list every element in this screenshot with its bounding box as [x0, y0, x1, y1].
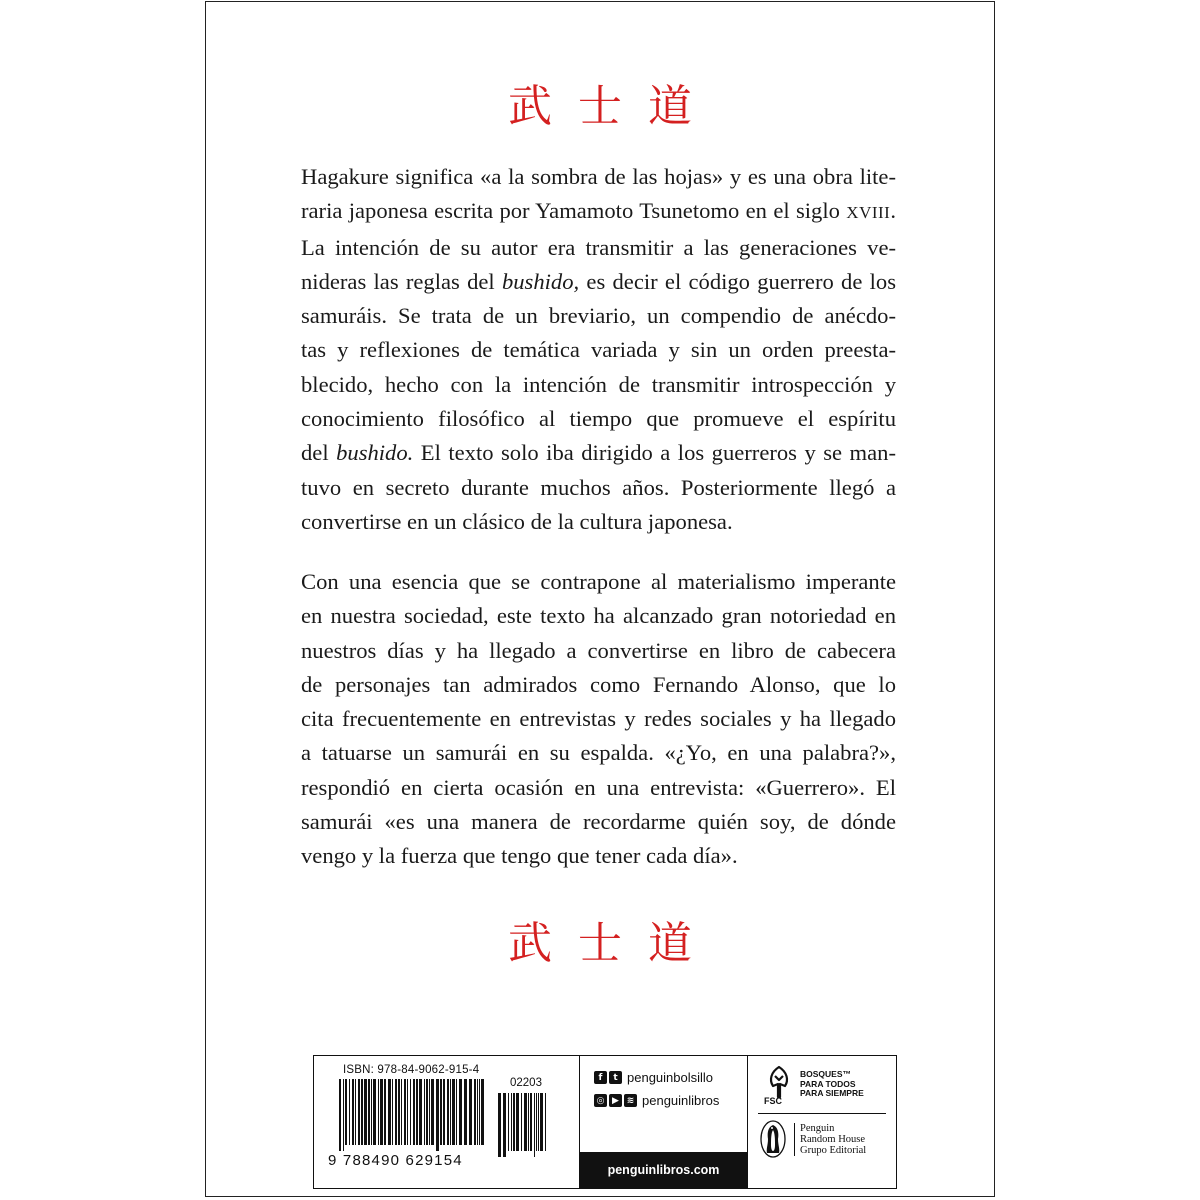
barcode-bar [373, 1079, 376, 1145]
barcode-bar [498, 1093, 501, 1157]
barcode-bar [398, 1079, 400, 1145]
barcode-bar [364, 1079, 367, 1145]
text-run: en nuestra sociedad, este texto ha alcanzado gran notoriedad en [301, 603, 896, 629]
barcode-bar [536, 1093, 537, 1151]
barcode-bar [464, 1079, 467, 1145]
barcode-bar [407, 1079, 408, 1145]
back-cover [205, 1, 995, 1197]
barcode-bar [545, 1093, 546, 1151]
instagram-icon[interactable]: ◎ [594, 1094, 607, 1107]
barcode-bar [479, 1079, 480, 1145]
barcode-bar [528, 1093, 529, 1151]
text-run: respondió en cierta ocasión en una entrevista: «Guerrero». El [301, 774, 896, 800]
text-line [301, 436, 896, 470]
text-run: nuestros días y ha llegado a convertirse en libro de cabecera [301, 637, 896, 663]
text-line [301, 771, 896, 805]
text-line [301, 333, 896, 367]
addon-barcode [498, 1093, 546, 1157]
fsc-slogan [800, 1070, 864, 1099]
fsc-slogan-line-3: PARA SIEMPRE [800, 1088, 864, 1098]
barcode-bar [413, 1079, 415, 1145]
blurb-paragraph-2 [301, 565, 896, 874]
barcode-bar [516, 1093, 519, 1151]
youtube-icon[interactable]: ▶ [609, 1094, 622, 1107]
logos-cell [748, 1056, 896, 1188]
social-row-1 [594, 1070, 713, 1085]
barcode-digits: 9 788490 629154 [328, 1152, 463, 1169]
text-line [301, 702, 896, 736]
barcode-bar [392, 1079, 393, 1145]
barcode-bar [513, 1093, 515, 1151]
barcode-bar [452, 1079, 455, 1145]
facebook-icon[interactable]: f [594, 1071, 607, 1084]
barcode-bar [436, 1079, 439, 1151]
text-run: de personajes tan admirados como Fernando Alonso, que lo [301, 671, 896, 697]
barcode-bar [388, 1079, 391, 1145]
publisher-line-1: Penguin [800, 1123, 835, 1134]
text-run: vengo y la fuerza que tengo que tener cada día». [301, 843, 738, 869]
barcode-bar [352, 1079, 354, 1145]
text-run: XVIII [846, 203, 891, 223]
publisher-line-2: Random House [800, 1134, 866, 1145]
ean-barcode [339, 1079, 485, 1151]
barcode-bar [401, 1079, 402, 1145]
barcode-bar [521, 1093, 522, 1151]
barcode-bar [343, 1079, 344, 1151]
barcode-bar [503, 1093, 506, 1157]
text-run: samurái «es una manera de recordarme quién soy, de dónde [301, 809, 896, 835]
barcode-bar [440, 1079, 442, 1145]
social-handle-2[interactable]: penguinlibros [642, 1093, 720, 1108]
publisher-name [794, 1123, 866, 1156]
barcode-bar [339, 1079, 341, 1151]
spotify-icon[interactable]: ≋ [624, 1094, 637, 1107]
barcode-bar [538, 1093, 539, 1151]
price-code: 02203 [510, 1077, 542, 1089]
text-run: La intención de su autor era transmitir a las generaciones ve- [301, 234, 896, 260]
publisher-line-3: Grupo Editorial [800, 1145, 867, 1156]
text-line [301, 736, 896, 770]
text-line [301, 160, 896, 194]
text-run: del [301, 440, 337, 466]
text-line [301, 805, 896, 839]
barcode-cell [314, 1056, 580, 1188]
barcode-bar [404, 1079, 406, 1145]
text-line [301, 194, 896, 230]
text-run: El texto solo iba dirigido a los guerreros y se man- [413, 440, 896, 466]
barcode-bar [530, 1093, 532, 1151]
logo-divider [758, 1113, 886, 1114]
barcode-bar [474, 1079, 476, 1145]
barcode-bar [481, 1079, 484, 1145]
twitter-icon[interactable]: t [609, 1071, 622, 1084]
fsc-slogan-line-1: BOSQUES™ [800, 1069, 852, 1079]
barcode-bar [380, 1079, 383, 1145]
text-line [301, 471, 896, 505]
text-run: conocimiento filosófico al tiempo que promueve el espíritu [301, 406, 896, 432]
text-line [301, 565, 896, 599]
barcode-bar [443, 1079, 445, 1145]
barcode-bar [447, 1079, 449, 1145]
barcode-bar [378, 1079, 379, 1145]
text-line [301, 368, 896, 402]
barcode-bar [358, 1079, 360, 1145]
fsc-label: FSC [764, 1096, 782, 1106]
fsc-slogan-line-2: PARA TODOS [800, 1078, 856, 1089]
text-line [301, 634, 896, 668]
text-run: raria japonesa escrita por Yamamoto Tsunetomo en el siglo [301, 198, 847, 224]
barcode-bar [456, 1079, 457, 1145]
barcode-bar [469, 1079, 472, 1145]
barcode-bar [511, 1093, 512, 1151]
barcode-bar [508, 1093, 509, 1151]
isbn-label: ISBN: 978-84-9062-915-4 [343, 1064, 480, 1076]
text-run: tuvo en secreto durante muchos años. Posteriormente llegó a [301, 474, 896, 500]
barcode-bar [424, 1079, 425, 1145]
barcode-bar [419, 1079, 422, 1145]
text-run: Con una esencia que se contrapone al materialismo imperante [301, 569, 896, 594]
barcode-bar [361, 1079, 363, 1145]
publisher-info-box [313, 1055, 897, 1189]
barcode-bar [371, 1079, 372, 1145]
italic-term: bushido. [336, 440, 414, 466]
text-run: a tatuarse un samurái en su espalda. «¿Yo, en una palabra?», [301, 740, 896, 766]
social-cell [580, 1056, 748, 1188]
text-run: blecido, hecho con la intención de transmitir introspección y [301, 371, 896, 397]
text-run: Hagakure significa «a la sombra de las hojas» y es una obra lite- [301, 164, 896, 189]
kanji-heading-bottom: 武士道 [508, 918, 718, 969]
text-line [301, 599, 896, 633]
text-line [301, 299, 896, 333]
barcode-bar [540, 1093, 543, 1151]
barcode-bar [355, 1079, 356, 1145]
barcode-bar [384, 1079, 386, 1145]
barcode-bar [477, 1079, 478, 1145]
barcode-bar [410, 1079, 411, 1145]
website-link[interactable]: penguinlibros.com [580, 1152, 747, 1188]
barcode-bar [416, 1079, 418, 1145]
text-run: samuráis. Se trata de un breviario, un compendio de anécdo- [301, 303, 896, 329]
text-run: es decir el código guerrero de los [579, 268, 896, 294]
text-run: cita frecuentemente en entrevistas y redes sociales y ha llegado [301, 706, 896, 732]
text-run: tas y reflexiones de temática variada y sin un orden preesta- [301, 337, 896, 363]
text-run: . [890, 198, 896, 224]
social-handle-1[interactable]: penguinbolsillo [627, 1070, 714, 1085]
penguin-logo-icon [760, 1120, 786, 1158]
text-line [301, 839, 896, 873]
text-line [301, 505, 896, 539]
fsc-tree-icon [763, 1064, 795, 1100]
text-line [301, 402, 896, 436]
barcode-bar [426, 1079, 428, 1145]
barcode-bar [431, 1079, 434, 1145]
barcode-bar [345, 1079, 347, 1145]
text-run: nideras las reglas del [301, 268, 502, 294]
italic-term: bushido, [501, 268, 580, 294]
text-line [301, 668, 896, 702]
text-line [301, 265, 896, 299]
text-run: convertirse en un clásico de la cultura japonesa. [301, 508, 733, 534]
barcode-bar [459, 1079, 462, 1145]
social-row-2 [594, 1093, 719, 1108]
barcode-bar [349, 1079, 350, 1145]
blurb-paragraph-1 [301, 160, 896, 539]
barcode-bar [450, 1079, 451, 1145]
barcode-bar [368, 1079, 370, 1145]
barcode-bar [534, 1093, 535, 1157]
barcode-bar [395, 1079, 397, 1145]
text-line [301, 231, 896, 265]
barcode-bar [524, 1093, 527, 1151]
kanji-heading-top: 武士道 [508, 81, 718, 132]
barcode-bar [429, 1079, 430, 1145]
